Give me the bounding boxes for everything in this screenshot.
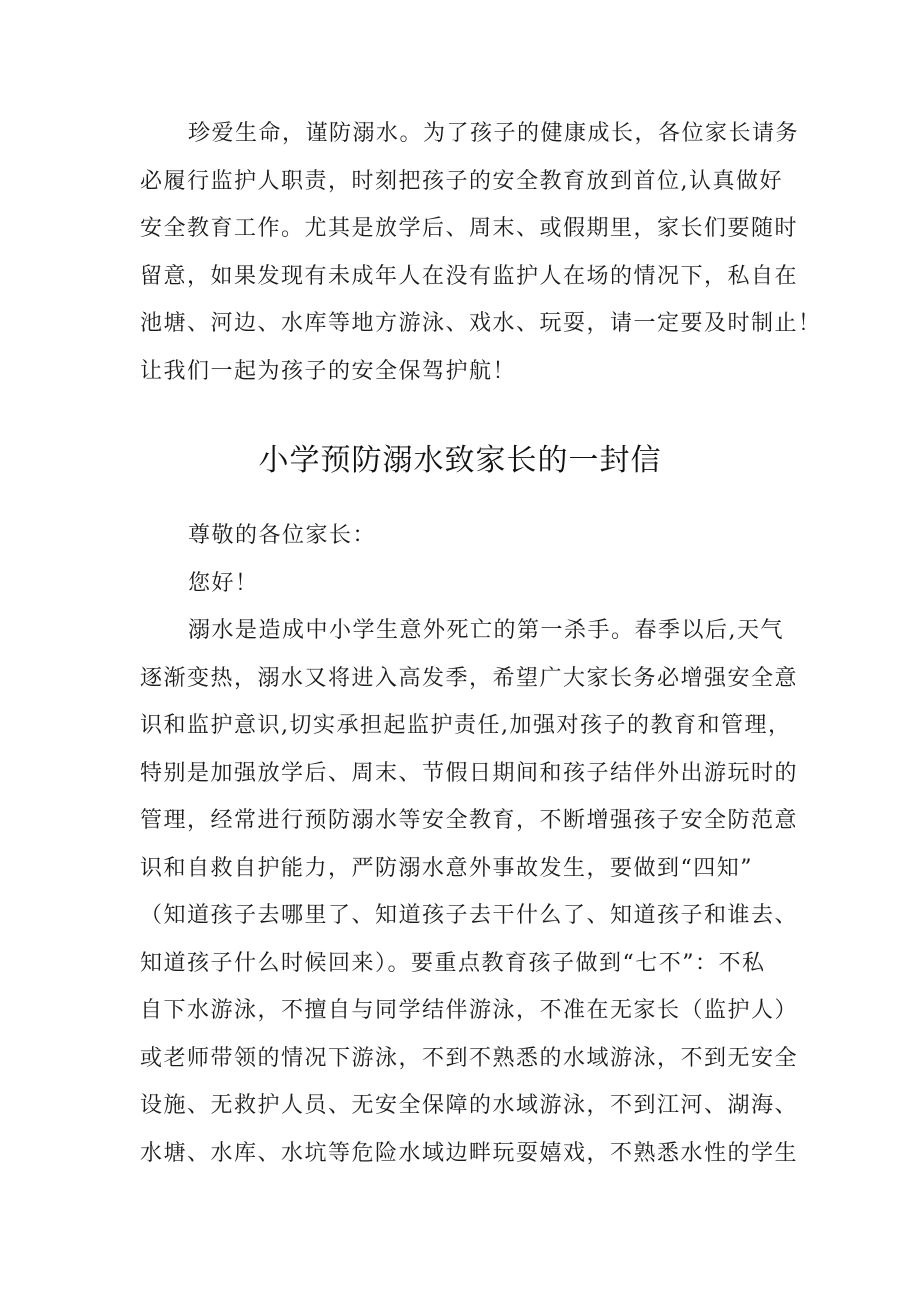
- paragraph-line: 让我们一起为孩子的安全保驾护航！: [140, 358, 517, 384]
- paragraph-line: 识和自救自护能力，严防溺水意外事故发生，要做到“四知”: [140, 855, 753, 881]
- paragraph-line: 管理，经常进行预防溺水等安全教育，不断增强孩子安全防范意: [140, 808, 799, 833]
- paragraph-line: 特别是加强放学后、周末、节假日期间和孩子结伴外出游玩时的: [140, 760, 799, 786]
- letter-body: [140, 512, 799, 1177]
- paragraph-line: 逐渐变热，溺水又将进入高发季，希望广大家长务必增强安全意: [140, 665, 799, 691]
- paragraph-line: 水塘、水库、水坑等危险水域边畔玩耍嬉戏，不熟悉水性的学生: [140, 1140, 799, 1166]
- paragraph-line: 设施、无救护人员、无安全保障的水域游泳，不到江河、湖海、: [140, 1093, 799, 1118]
- paragraph-line: 池塘、河边、水库等地方游泳、戏水、玩耍，请一定要及时制止！: [140, 311, 822, 336]
- letter-greeting: 您好！: [188, 570, 259, 596]
- intro-paragraph: [140, 110, 822, 395]
- paragraph-line: 必履行监护人职责，时刻把孩子的安全教育放到首位,认真做好: [140, 168, 783, 194]
- letter-salutation: 尊敬的各位家长：: [188, 523, 377, 548]
- letter-title: 小学预防溺水致家长的一封信: [258, 443, 662, 478]
- paragraph-line: 安全教育工作。尤其是放学后、周末、或假期里，家长们要随时: [140, 216, 799, 241]
- paragraph-line: 识和监护意识,切实承担起监护责任,加强对孩子的教育和管理，: [140, 713, 792, 738]
- paragraph-line: 或老师带领的情况下游泳，不到不熟悉的水域游泳，不到无安全: [140, 1045, 799, 1071]
- paragraph-line: 珍爱生命，谨防溺水。为了孩子的健康成长，各位家长请务: [188, 121, 800, 146]
- paragraph-line: （知道孩子去哪里了、知道孩子去干什么了、知道孩子和谁去、: [140, 903, 799, 928]
- paragraph-line: 溺水是造成中小学生意外死亡的第一杀手。春季以后,天气: [188, 618, 784, 643]
- paragraph-line: 知道孩子什么时候回来）。要重点教育孩子做到“七不”：不私: [140, 950, 766, 976]
- paragraph-line: 自下水游泳，不擅自与同学结伴游泳，不准在无家长（监护人）: [140, 998, 799, 1023]
- paragraph-line: 留意，如果发现有未成年人在没有监护人在场的情况下，私自在: [140, 263, 799, 289]
